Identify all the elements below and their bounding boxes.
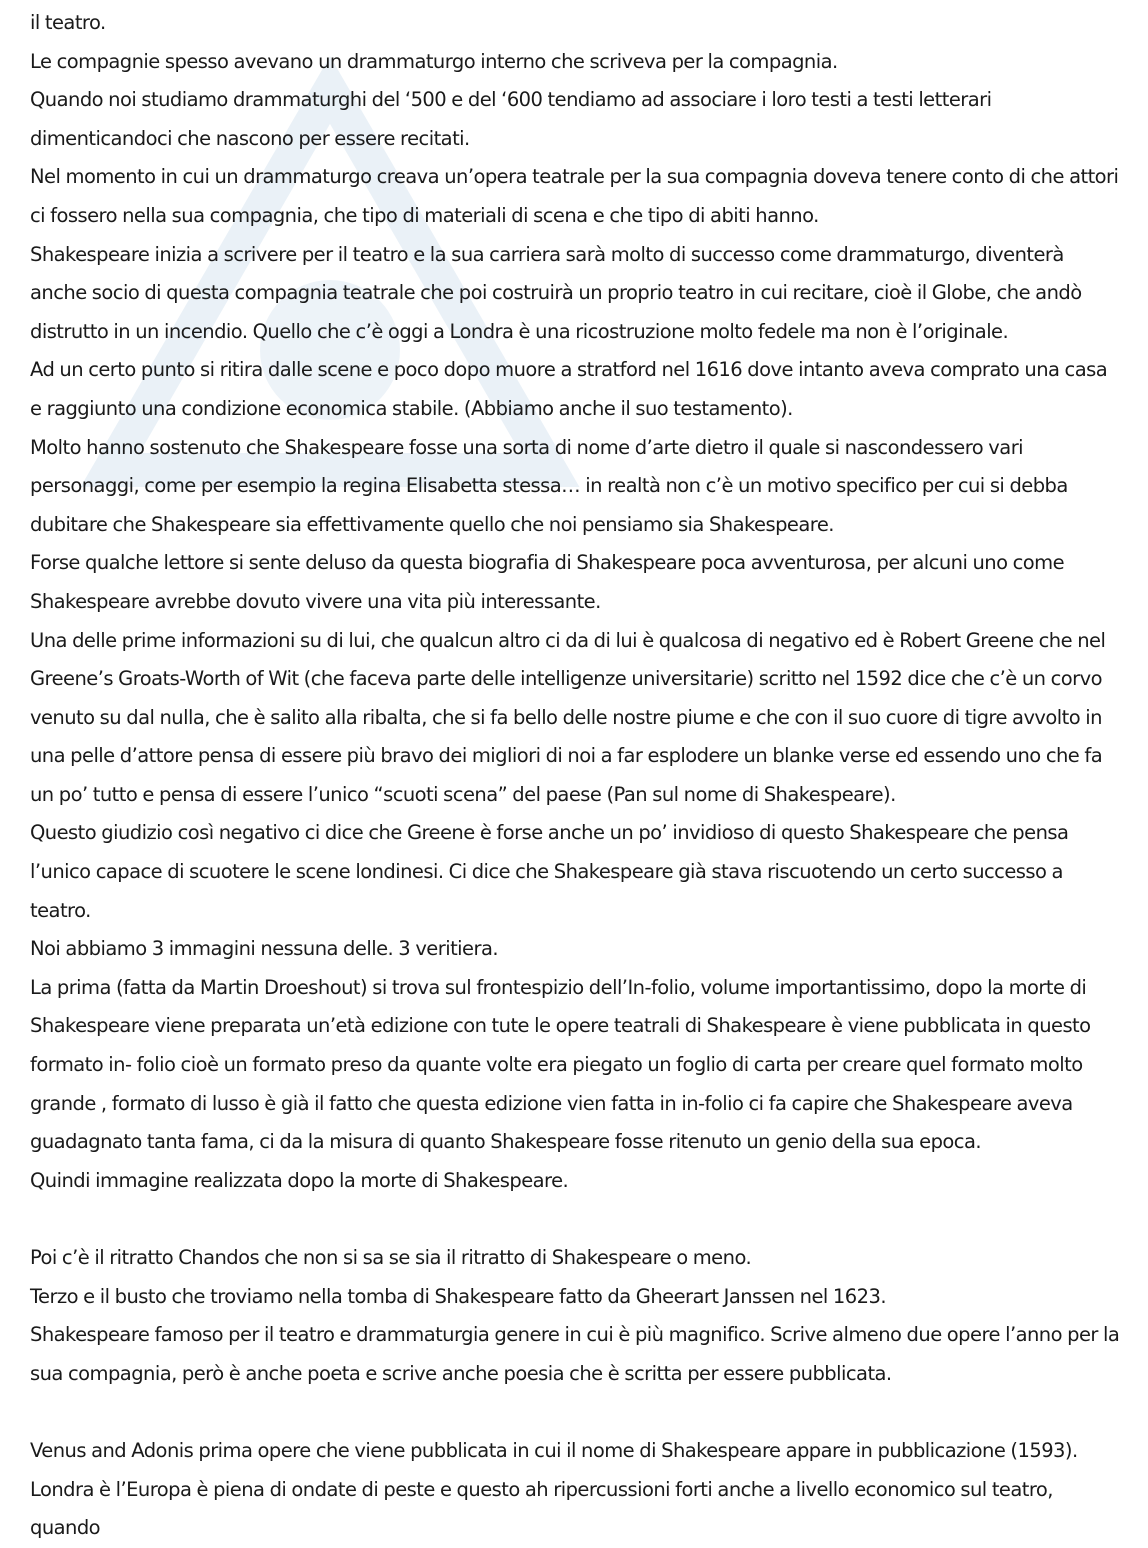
paragraph-15: Terzo e il busto che troviamo nella tomba di Shakespeare fatto da Gheerart Janssen nel 1623.: [30, 1284, 887, 1308]
paragraph-1: il teatro.: [30, 11, 106, 34]
paragraph-9: Una delle prime informazioni su di lui, che qualcun altro ci da di lui è qualcosa di negativo ed è Robert Greene che nel Greene’s Groats-Worth of Wit (che faceva parte delle intelligenze universitarie) scritto nel 1592 dice che c’è un corvo venuto su dal nulla, che è salito alla ribalta, che si fa bello delle nostre piume e che con il suo cuore di tigre avvolto in una pelle d’attore pensa di essere più bravo dei migliori di noi a far esplodere un blanke verse ed essendo uno che fa un po’ tutto e pensa di essere l’unico “scuoti scena” del paese (Pan sul nome di Shakespeare).: [30, 628, 1106, 806]
paragraph-2: Le compagnie spesso avevano un drammaturgo interno che scriveva per la compagnia.: [30, 49, 838, 73]
paragraph-6: Ad un certo punto si ritira dalle scene e poco dopo muore a stratford nel 1616 dove intanto aveva comprato una casa e raggiunto una condizione economica stabile. (Abbiamo anche il suo testamento).: [30, 358, 1108, 420]
blank-line: [30, 1200, 1122, 1239]
paragraph-8: Forse qualche lettore si sente deluso da questa biografia di Shakespeare poca avventurosa, per alcuni uno come Shakespeare avrebbe dovuto vivere una vita più interessante.: [30, 551, 1065, 613]
paragraph-11: Noi abbiamo 3 immagini nessuna delle. 3 veritiera.: [30, 937, 499, 961]
document-body: [30, 4, 1122, 1548]
paragraph-4: Nel momento in cui un drammaturgo creava un’opera teatrale per la sua compagnia doveva tenere conto di che attori ci fossero nella sua compagnia, che tipo di materiali di scena e che tipo di abiti hanno.: [30, 165, 1119, 227]
paragraph-14: Poi c’è il ritratto Chandos che non si sa se sia il ritratto di Shakespeare o meno.: [30, 1246, 752, 1269]
paragraph-16: Shakespeare famoso per il teatro e drammaturgia genere in cui è più magnifico. Scrive almeno due opere l’anno per la sua compagnia, però è anche poeta e scrive anche poesia che è scritta per essere pubblicata.: [30, 1323, 1120, 1385]
paragraph-17: Venus and Adonis prima opere che viene pubblicata in cui il nome di Shakespeare appare in pubblicazione (1593).: [30, 1438, 1078, 1462]
paragraph-12: La prima (fatta da Martin Droeshout) si trova sul frontespizio dell’In-folio, volume importantissimo, dopo la morte di Shakespeare viene preparata un’età edizione con tute le opere teatrali di Shakespeare è viene pubblicata in questo formato in- folio cioè un formato preso da quante volte era piegato un foglio di carta per creare quel formato molto grande , formato di lusso è già il fatto che questa edizione vien fatta in in-folio ci fa capire che Shakespeare aveva guadagnato tanta fama, ci da la misura di quanto Shakespeare fosse ritenuto un genio della sua epoca.: [30, 975, 1091, 1154]
paragraph-13: Quindi immagine realizzata dopo la morte di Shakespeare.: [30, 1168, 569, 1192]
paragraph-18: Londra è l’Europa è piena di ondate di peste e questo ah ripercussioni forti anche a livello economico sul teatro, quando: [30, 1477, 1053, 1540]
paragraph-3: Quando noi studiamo drammaturghi del ‘500 e del ‘600 tendiamo ad associare i loro testi a testi letterari dimenticandoci che nascono per essere recitati.: [30, 88, 992, 150]
blank-line: [30, 1393, 1122, 1432]
paragraph-10: Questo giudizio così negativo ci dice che Greene è forse anche un po’ invidioso di questo Shakespeare che pensa l’unico capace di scuotere le scene londinesi. Ci dice che Shakespeare già stava riscuotendo un certo successo a teatro.: [30, 821, 1069, 922]
paragraph-7: Molto hanno sostenuto che Shakespeare fosse una sorta di nome d’arte dietro il quale si nascondessero vari personaggi, come per esempio la regina Elisabetta stessa… in realtà non c’è un motivo specifico per cui si debba dubitare che Shakespeare sia effettivamente quello che noi pensiamo sia Shakespeare.: [30, 435, 1068, 536]
paragraph-5: Shakespeare inizia a scrivere per il teatro e la sua carriera sarà molto di successo come drammaturgo, diventerà anche socio di questa compagnia teatrale che poi costruirà un proprio teatro in cui recitare, cioè il Globe, che andò distrutto in un incendio. Quello che c’è oggi a Londra è una ricostruzione molto fedele ma non è l’originale.: [30, 242, 1082, 343]
